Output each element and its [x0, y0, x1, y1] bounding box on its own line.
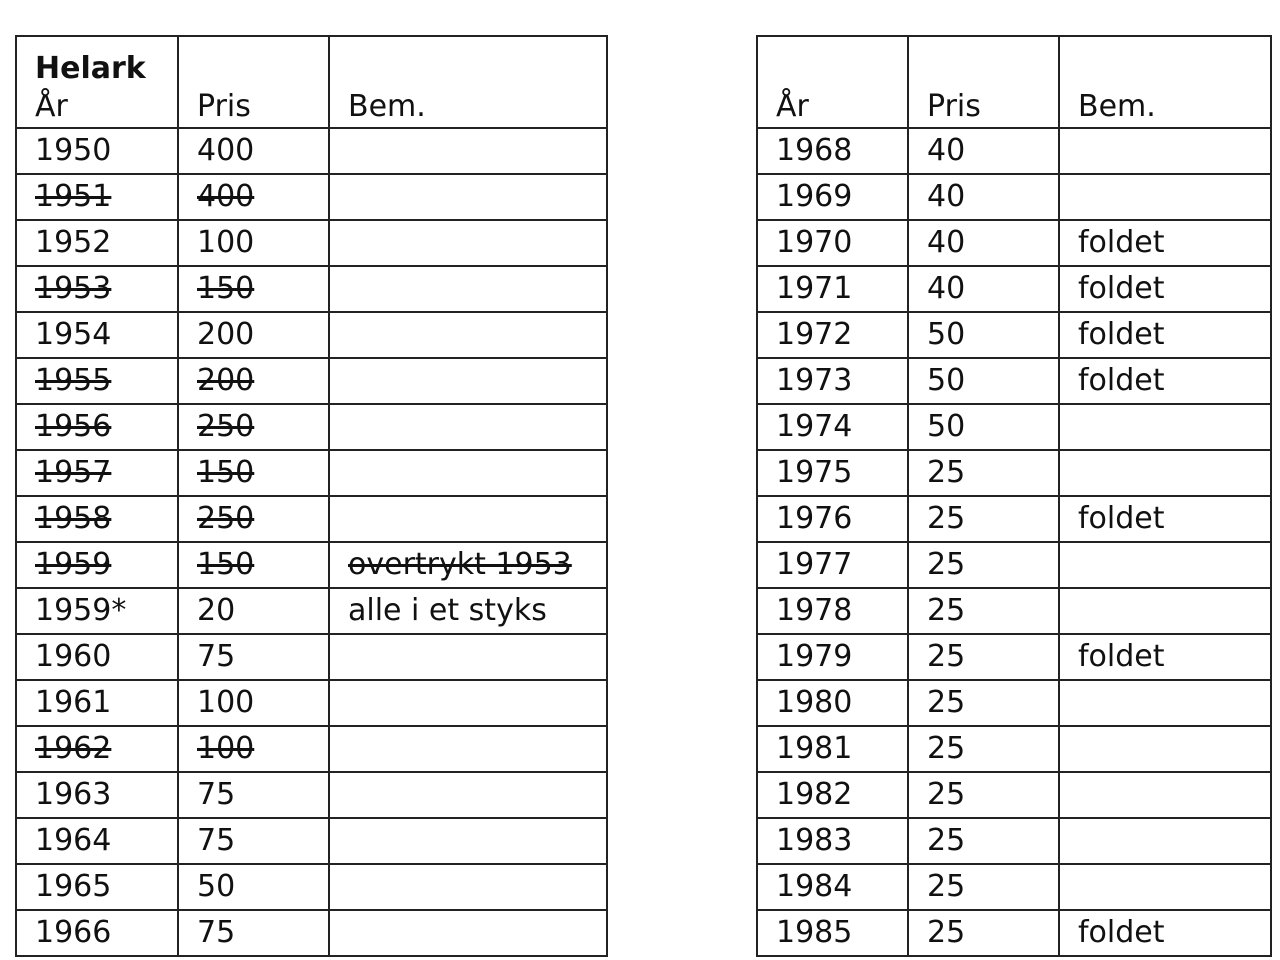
year-cell: 1962 — [16, 726, 178, 772]
table-row — [16, 910, 607, 956]
table-row — [757, 496, 1271, 542]
price-cell: 25 — [908, 450, 1059, 496]
price-cell: 100 — [178, 220, 329, 266]
year-cell: 1961 — [16, 680, 178, 726]
year-cell: 1980 — [757, 680, 908, 726]
note-cell — [329, 634, 607, 680]
price-cell: 40 — [908, 174, 1059, 220]
header-price: Pris — [178, 36, 329, 128]
note-cell: foldet — [1059, 634, 1271, 680]
price-cell: 250 — [178, 404, 329, 450]
note-cell — [329, 772, 607, 818]
table-row — [16, 726, 607, 772]
table-row — [16, 680, 607, 726]
price-cell: 50 — [908, 358, 1059, 404]
price-cell: 40 — [908, 266, 1059, 312]
table-row — [16, 542, 607, 588]
year-cell: 1956 — [16, 404, 178, 450]
header-year: År — [757, 36, 908, 128]
year-cell: 1977 — [757, 542, 908, 588]
note-cell — [1059, 588, 1271, 634]
price-cell: 25 — [908, 726, 1059, 772]
note-cell — [329, 726, 607, 772]
note-cell — [329, 450, 607, 496]
year-cell: 1953 — [16, 266, 178, 312]
price-cell: 100 — [178, 680, 329, 726]
year-cell: 1981 — [757, 726, 908, 772]
note-cell — [1059, 450, 1271, 496]
year-cell: 1979 — [757, 634, 908, 680]
table-row — [757, 174, 1271, 220]
note-cell — [329, 680, 607, 726]
year-cell: 1985 — [757, 910, 908, 956]
note-cell — [329, 404, 607, 450]
header-year — [16, 36, 178, 128]
note-cell — [1059, 128, 1271, 174]
price-cell: 150 — [178, 542, 329, 588]
price-cell: 75 — [178, 772, 329, 818]
price-cell: 50 — [178, 864, 329, 910]
year-cell: 1978 — [757, 588, 908, 634]
table-row — [757, 220, 1271, 266]
table-row — [757, 404, 1271, 450]
note-cell — [329, 174, 607, 220]
year-cell: 1952 — [16, 220, 178, 266]
table-row — [16, 634, 607, 680]
table-row — [16, 266, 607, 312]
note-cell — [329, 220, 607, 266]
price-cell: 25 — [908, 542, 1059, 588]
note-cell: foldet — [1059, 358, 1271, 404]
year-cell: 1976 — [757, 496, 908, 542]
table-row — [16, 174, 607, 220]
table-row — [757, 680, 1271, 726]
table-row — [16, 450, 607, 496]
year-cell: 1971 — [757, 266, 908, 312]
year-cell: 1974 — [757, 404, 908, 450]
year-cell: 1960 — [16, 634, 178, 680]
table-row — [16, 588, 607, 634]
header-note: Bem. — [329, 36, 607, 128]
price-cell: 25 — [908, 818, 1059, 864]
year-cell: 1969 — [757, 174, 908, 220]
year-cell: 1975 — [757, 450, 908, 496]
year-cell: 1957 — [16, 450, 178, 496]
price-table-right — [756, 35, 1272, 957]
header-row — [757, 36, 1271, 128]
price-cell: 50 — [908, 404, 1059, 450]
price-cell: 200 — [178, 312, 329, 358]
note-cell: foldet — [1059, 496, 1271, 542]
price-cell: 50 — [908, 312, 1059, 358]
table-row — [757, 864, 1271, 910]
table-row — [757, 818, 1271, 864]
table-row — [16, 818, 607, 864]
header-row — [16, 36, 607, 128]
price-cell: 250 — [178, 496, 329, 542]
table-title: Helark — [35, 51, 146, 86]
price-cell: 25 — [908, 588, 1059, 634]
price-cell: 25 — [908, 864, 1059, 910]
price-cell: 400 — [178, 128, 329, 174]
price-table-left — [15, 35, 608, 957]
note-cell — [1059, 404, 1271, 450]
note-cell: alle i et styks — [329, 588, 607, 634]
price-cell: 75 — [178, 634, 329, 680]
price-cell: 25 — [908, 772, 1059, 818]
year-cell: 1984 — [757, 864, 908, 910]
note-cell — [1059, 772, 1271, 818]
note-cell — [329, 910, 607, 956]
table-row — [16, 358, 607, 404]
price-cell: 400 — [178, 174, 329, 220]
year-cell: 1951 — [16, 174, 178, 220]
table-row — [757, 634, 1271, 680]
year-cell: 1959 — [16, 542, 178, 588]
table-row — [757, 450, 1271, 496]
table-row — [16, 404, 607, 450]
note-cell — [1059, 542, 1271, 588]
table-row — [16, 864, 607, 910]
note-cell — [1059, 174, 1271, 220]
note-cell — [329, 818, 607, 864]
price-cell: 25 — [908, 496, 1059, 542]
note-cell: foldet — [1059, 312, 1271, 358]
year-cell: 1982 — [757, 772, 908, 818]
price-cell: 150 — [178, 450, 329, 496]
price-cell: 75 — [178, 818, 329, 864]
note-cell: foldet — [1059, 220, 1271, 266]
price-cell: 75 — [178, 910, 329, 956]
year-cell: 1954 — [16, 312, 178, 358]
year-cell: 1972 — [757, 312, 908, 358]
note-cell — [329, 266, 607, 312]
table-row — [16, 312, 607, 358]
table-row — [757, 772, 1271, 818]
price-cell: 200 — [178, 358, 329, 404]
year-cell: 1963 — [16, 772, 178, 818]
table-row — [757, 266, 1271, 312]
year-cell: 1965 — [16, 864, 178, 910]
table-row — [757, 726, 1271, 772]
year-cell: 1968 — [757, 128, 908, 174]
year-cell: 1966 — [16, 910, 178, 956]
year-cell: 1950 — [16, 128, 178, 174]
price-cell: 20 — [178, 588, 329, 634]
note-cell — [329, 864, 607, 910]
price-cell: 150 — [178, 266, 329, 312]
year-cell: 1964 — [16, 818, 178, 864]
year-cell: 1955 — [16, 358, 178, 404]
note-cell — [1059, 864, 1271, 910]
price-cell: 25 — [908, 680, 1059, 726]
table-row — [757, 312, 1271, 358]
table-row — [16, 496, 607, 542]
note-cell — [329, 312, 607, 358]
year-cell: 1970 — [757, 220, 908, 266]
table-row — [757, 358, 1271, 404]
year-cell: 1959* — [16, 588, 178, 634]
note-cell — [1059, 680, 1271, 726]
table-row — [16, 220, 607, 266]
year-cell: 1983 — [757, 818, 908, 864]
header-note: Bem. — [1059, 36, 1271, 128]
year-cell: 1958 — [16, 496, 178, 542]
note-cell — [1059, 726, 1271, 772]
price-cell: 40 — [908, 128, 1059, 174]
price-cell: 25 — [908, 910, 1059, 956]
table-row — [757, 542, 1271, 588]
header-price: Pris — [908, 36, 1059, 128]
note-cell — [1059, 818, 1271, 864]
price-cell: 100 — [178, 726, 329, 772]
note-cell: overtrykt 1953 — [329, 542, 607, 588]
note-cell — [329, 496, 607, 542]
price-cell: 40 — [908, 220, 1059, 266]
table-row — [757, 910, 1271, 956]
table-row — [16, 772, 607, 818]
table-row — [16, 128, 607, 174]
note-cell — [329, 358, 607, 404]
note-cell: foldet — [1059, 266, 1271, 312]
note-cell: foldet — [1059, 910, 1271, 956]
table-row — [757, 588, 1271, 634]
note-cell — [329, 128, 607, 174]
header-year-label: År — [35, 89, 68, 124]
table-row — [757, 128, 1271, 174]
price-cell: 25 — [908, 634, 1059, 680]
year-cell: 1973 — [757, 358, 908, 404]
